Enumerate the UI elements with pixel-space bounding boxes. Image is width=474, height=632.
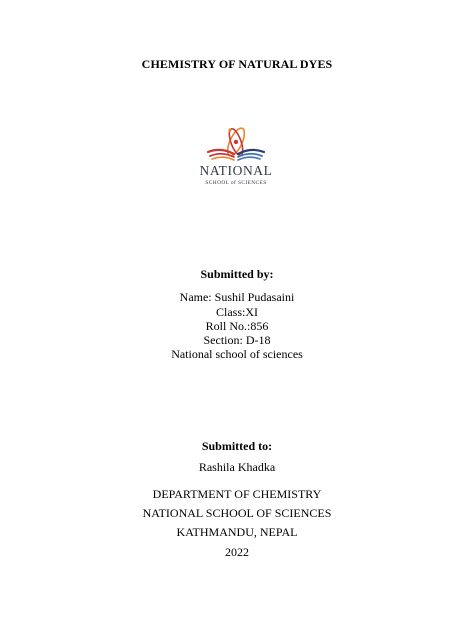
submitted-by-heading: Submitted by:	[200, 267, 274, 281]
student-class: Class:XI	[216, 305, 258, 319]
department-name: DEPARTMENT OF CHEMISTRY	[152, 487, 322, 501]
document-title: CHEMISTRY OF NATURAL DYES	[141, 57, 333, 71]
student-section: Section: D-18	[203, 333, 271, 347]
school-address: KATHMANDU, NEPAL	[176, 525, 298, 539]
school-name: NATIONAL SCHOOL OF SCIENCES	[142, 506, 332, 520]
student-name: Name: Sushil Pudasaini	[179, 290, 295, 304]
document-year: 2022	[225, 545, 249, 559]
submitted-to-heading: Submitted to:	[201, 439, 273, 453]
student-school: National school of sciences	[171, 347, 303, 361]
teacher-name: Rashila Khadka	[198, 460, 276, 474]
logo-tagline: SCHOOL of SCIENCES	[205, 180, 267, 186]
school-logo	[188, 122, 284, 188]
student-roll-number: Roll No.:856	[205, 319, 269, 333]
logo-wordmark: NATIONAL	[199, 163, 273, 178]
